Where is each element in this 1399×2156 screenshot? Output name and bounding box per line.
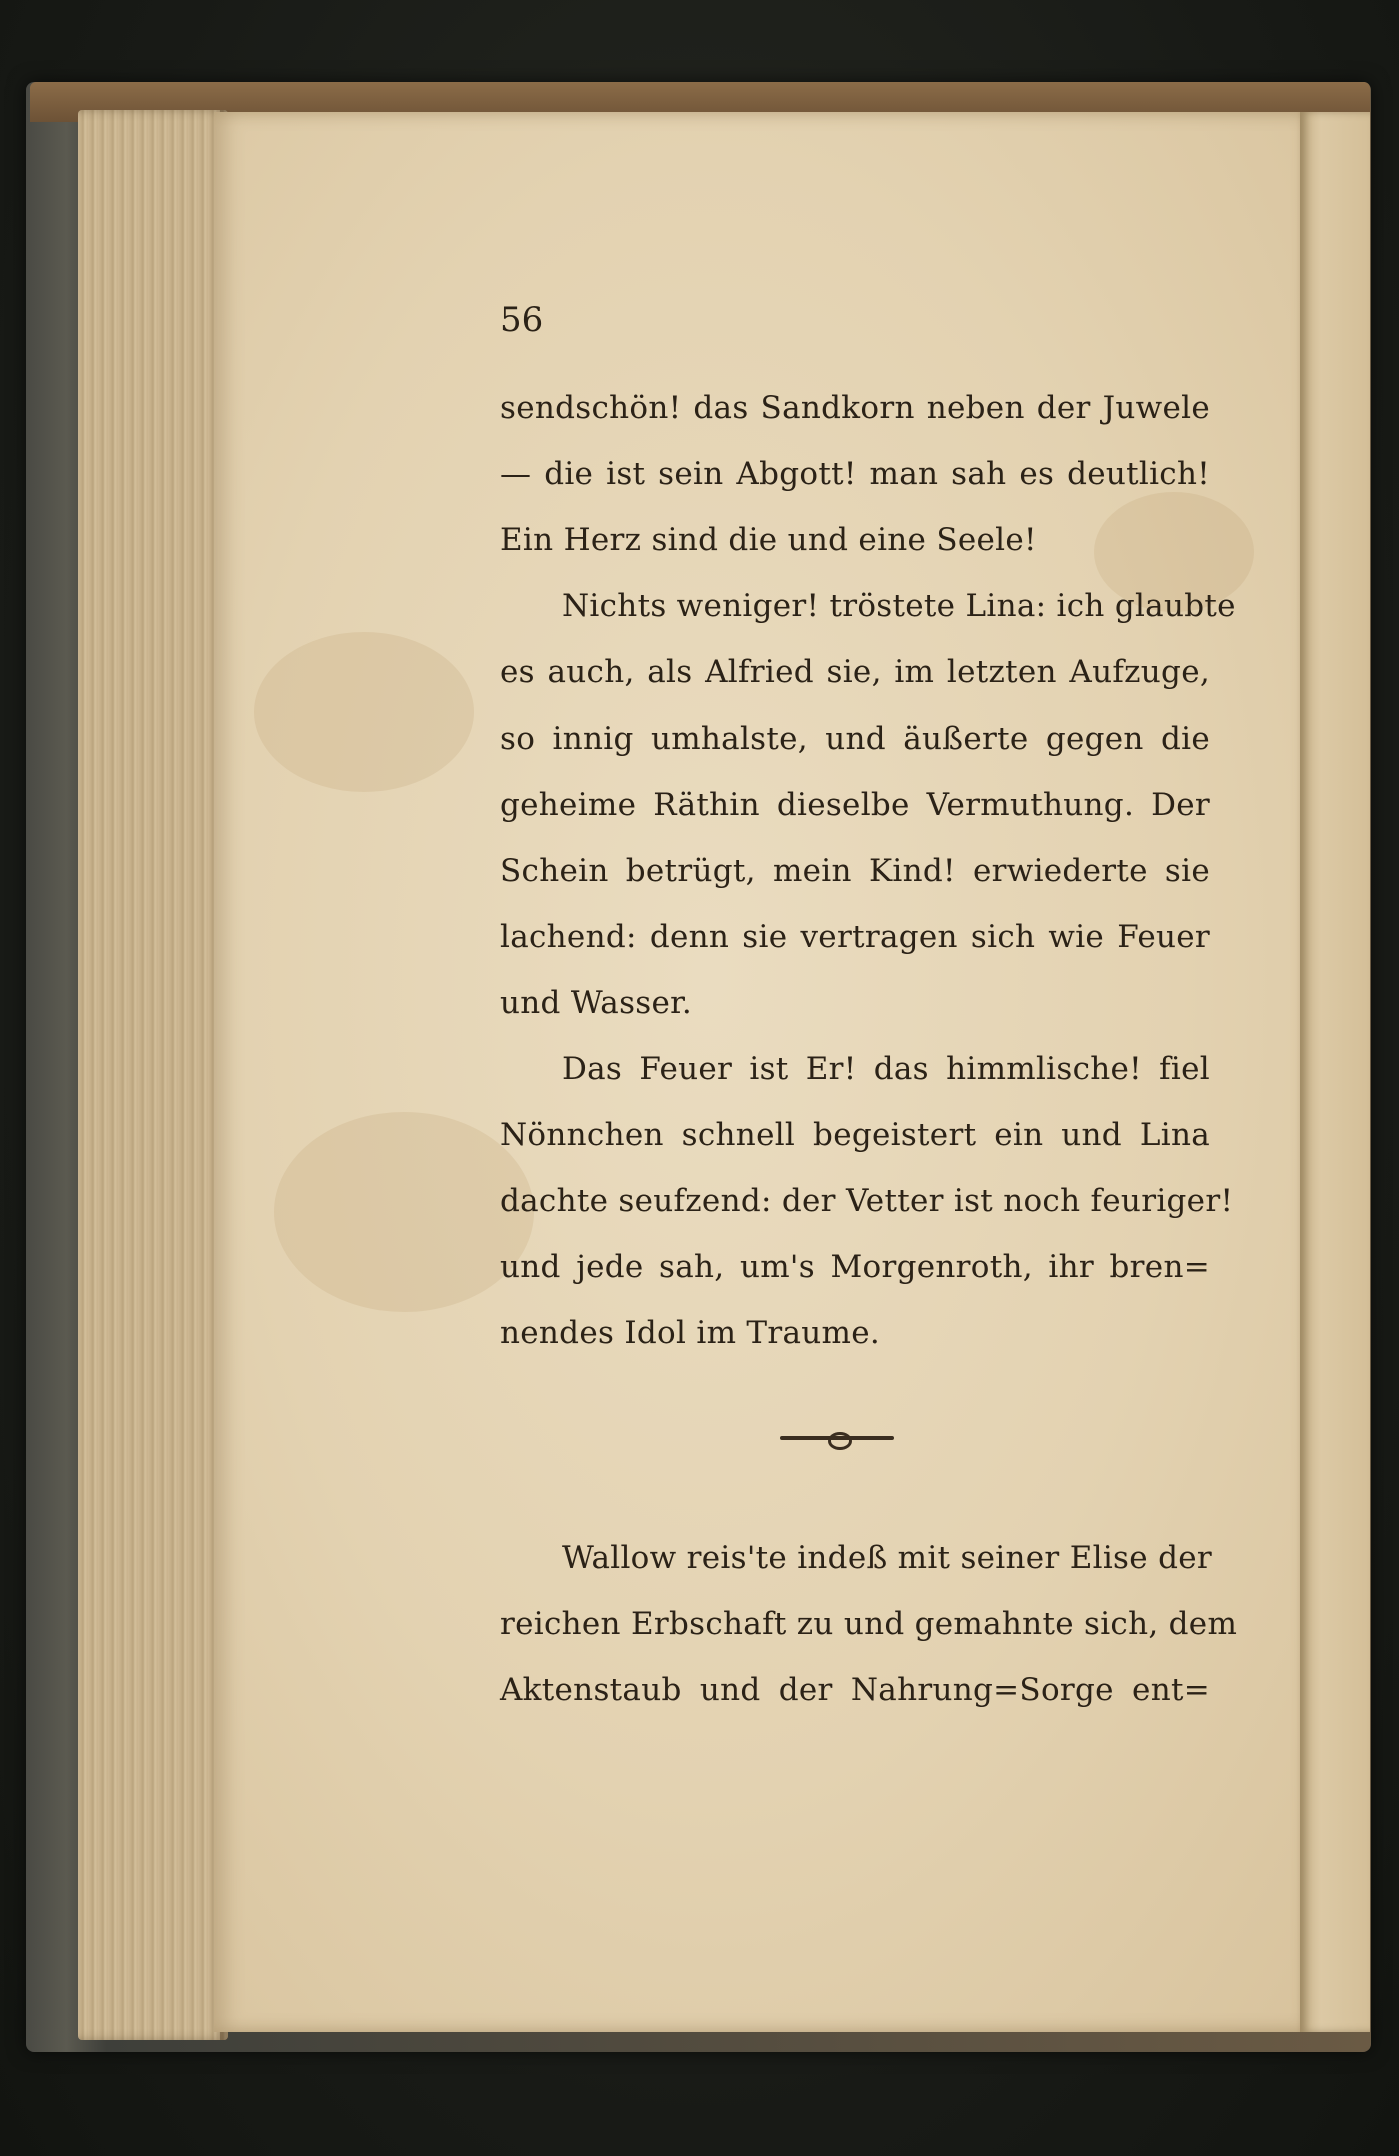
text-line: Nichts weniger! tröstete Lina: ich glaubte <box>562 588 1236 624</box>
text-line: — die ist sein Abgott! man sah es deutlich! <box>500 456 1210 492</box>
text-line: Aktenstaub und der Nahrung=Sorge ent= <box>500 1672 1210 1708</box>
text-line: Wallow reis'te indeß mit seiner Elise der <box>562 1540 1212 1576</box>
paper-stain <box>254 632 474 792</box>
text-line: dachte seufzend: der Vetter ist noch feuriger! <box>500 1183 1234 1219</box>
text-line: so innig umhalste, und äußerte gegen die <box>500 721 1210 757</box>
text-line: geheime Räthin dieselbe Vermuthung. Der <box>500 787 1210 823</box>
paper-stain <box>274 1112 534 1312</box>
text-line: sendschön! das Sandkorn neben der Juwele <box>500 390 1210 426</box>
text-line: und jede sah, um's Morgenroth, ihr bren= <box>500 1249 1210 1285</box>
text-line: und Wasser. <box>500 985 693 1021</box>
text-line: nendes Idol im Traume. <box>500 1315 881 1351</box>
text-line: Ein Herz sind die und eine Seele! <box>500 522 1037 558</box>
text-line: Nönnchen schnell begeistert ein und Lina <box>500 1117 1210 1153</box>
text-line: es auch, als Alfried sie, im letzten Aufzuge, <box>500 654 1210 690</box>
section-divider-ornament <box>780 1436 894 1440</box>
text-line: lachend: denn sie vertragen sich wie Feuer <box>500 919 1210 955</box>
page-edges <box>78 110 228 2040</box>
facing-page-edge <box>1300 112 1370 2032</box>
text-line: Schein betrügt, mein Kind! erwiederte sie <box>500 853 1210 889</box>
text-line: Das Feuer ist Er! das himmlische! fiel <box>562 1051 1210 1087</box>
text-line: reichen Erbschaft zu und gemahnte sich, dem <box>500 1606 1238 1642</box>
page-number: 56 <box>500 300 544 340</box>
